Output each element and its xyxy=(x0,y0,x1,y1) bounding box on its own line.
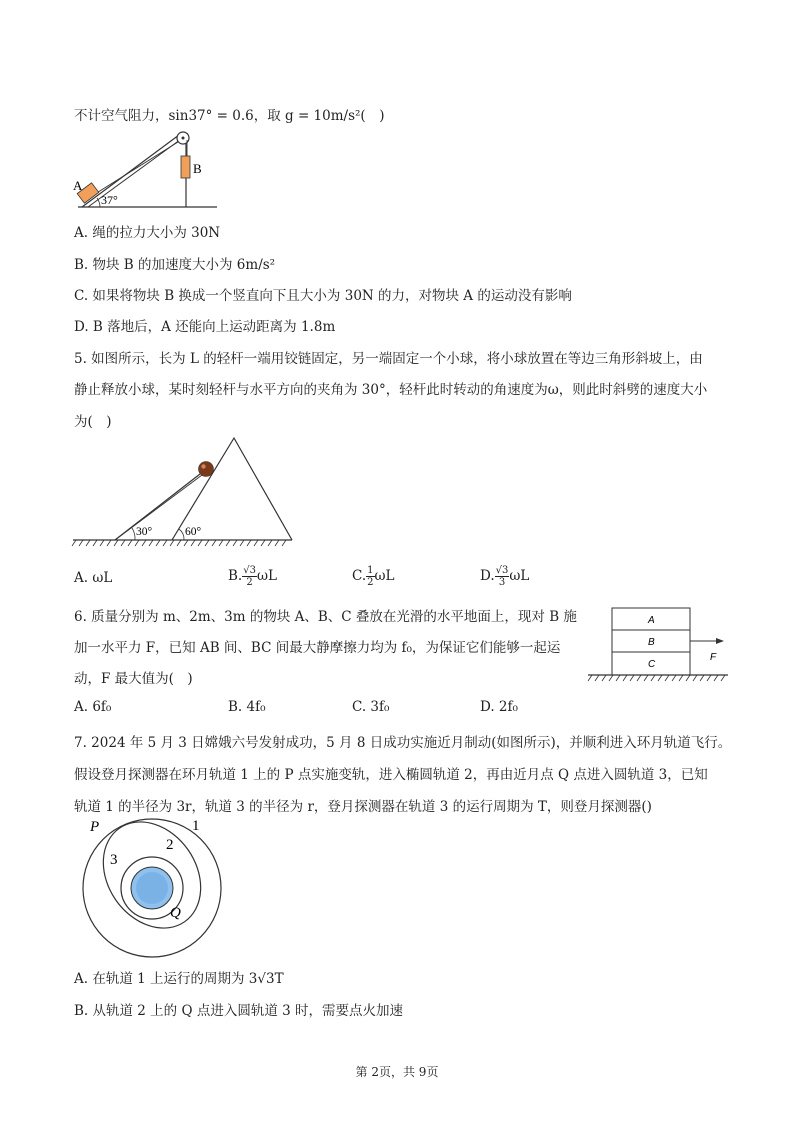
q5-option-d-fraction xyxy=(495,565,510,588)
q5-stem-line-1: 5. 如图所示，长为 L 的轻杆一端用铰链固定，另一端固定一个小球，将小球放置在等边三角形斜坡上，由 xyxy=(74,351,703,367)
q7-stem-line-3: 轨道 1 的半径为 3r，轨道 3 的半径为 r，登月探测器在轨道 3 的运行周期为 T，则登月探测器() xyxy=(74,799,652,815)
q5-stem-line-3: 为( ) xyxy=(74,414,112,430)
q5-option-c xyxy=(352,565,395,588)
q6-label-a: A xyxy=(648,615,655,626)
q7-label-orbit-1: 1 xyxy=(192,818,200,834)
q7-label-q: Q xyxy=(170,905,181,921)
q6-stem-line-1: 6. 质量分别为 m、2m、3m 的物块 A、B、C 叠放在光滑的水平地面上，现对 B 施 xyxy=(74,609,577,625)
q5-option-b xyxy=(228,565,277,588)
q5-option-c-num: 1 xyxy=(367,565,374,576)
q7-stem-line-1: 7. 2024 年 5 月 3 日嫦娥六号发射成功，5 月 8 日成功实施近月制动(如图所示)，并顺利进入环月轨道飞行。 xyxy=(74,735,732,751)
q5-option-d-den: 3 xyxy=(498,577,506,588)
q5-rod-wedge-figure xyxy=(70,434,296,552)
q5-option-a: A. ωL xyxy=(74,570,113,586)
q7-stem-line-2: 假设登月探测器在环月轨道 1 上的 P 点实施变轨，进入椭圆轨道 2，再由近月点 Q 点进入圆轨道 3，已知 xyxy=(74,767,708,783)
q4-stem-tail: 不计空气阻力，sin37° = 0.6，取 g = 10m/s²( ) xyxy=(74,108,385,124)
q6-stacked-blocks-figure xyxy=(586,606,732,690)
q7-orbit-figure xyxy=(70,814,230,960)
q4-angle-label: 37° xyxy=(101,193,118,207)
q5-option-c-fraction xyxy=(366,565,374,588)
q4-option-c: C. 如果将物块 B 换成一个竖直向下且大小为 30N 的力，对物块 A 的运动没有影响 xyxy=(74,288,572,304)
q5-option-c-prefix: C. xyxy=(352,568,367,584)
q6-option-c: C. 3f₀ xyxy=(352,699,390,715)
q4-option-a: A. 绳的拉力大小为 30N xyxy=(74,225,221,241)
q7-option-a: A. 在轨道 1 上运行的周期为 3√3T xyxy=(74,971,284,987)
q6-label-f: F xyxy=(710,652,717,663)
q6-option-d: D. 2f₀ xyxy=(480,699,518,715)
q6-stem-line-3: 动，F 最大值为( ) xyxy=(74,671,193,687)
q4-label-a: A xyxy=(73,178,83,193)
q5-option-b-suffix: ωL xyxy=(256,568,277,584)
q5-option-d xyxy=(480,565,529,588)
q4-label-b: B xyxy=(193,161,202,176)
q5-option-b-num: √3 xyxy=(243,565,256,576)
q6-label-c: C xyxy=(648,659,656,670)
q5-option-c-den: 2 xyxy=(367,577,374,588)
q4-option-d: D. B 落地后，A 还能向上运动距离为 1.8m xyxy=(74,319,336,335)
q4-pulley-incline-figure xyxy=(70,124,220,212)
q5-option-b-den: 2 xyxy=(246,577,253,588)
q6-label-b: B xyxy=(648,637,655,648)
q5-angle-60-label: 60° xyxy=(185,526,202,538)
q7-option-b: B. 从轨道 2 上的 Q 点进入圆轨道 3 时，需要点火加速 xyxy=(74,1003,403,1019)
q6-option-a: A. 6f₀ xyxy=(74,699,112,715)
q5-angle-30-label: 30° xyxy=(136,526,153,538)
page-footer: 第 2页，共 9页 xyxy=(355,1065,439,1079)
q5-option-d-suffix: ωL xyxy=(509,568,530,584)
q7-label-orbit-3: 3 xyxy=(110,852,118,868)
q5-option-b-fraction xyxy=(242,565,257,588)
q5-stem-line-2: 静止释放小球，某时刻轻杆与水平方向的夹角为 30°，轻杆此时转动的角速度为ω，则此时斜劈的速度大小 xyxy=(74,382,708,398)
q7-label-p: P xyxy=(90,819,100,835)
q5-option-b-prefix: B. xyxy=(228,568,243,584)
q5-option-d-num: √3 xyxy=(495,565,509,576)
q6-option-b: B. 4f₀ xyxy=(228,699,266,715)
q7-label-orbit-2: 2 xyxy=(166,837,174,853)
q4-option-b: B. 物块 B 的加速度大小为 6m/s² xyxy=(74,257,276,273)
q6-stem-line-2: 加一水平力 F，已知 AB 间、BC 间最大静摩擦力均为 f₀，为保证它们能够一起运 xyxy=(74,640,561,656)
q5-option-d-prefix: D. xyxy=(480,568,495,584)
q5-option-c-suffix: ωL xyxy=(374,568,395,584)
